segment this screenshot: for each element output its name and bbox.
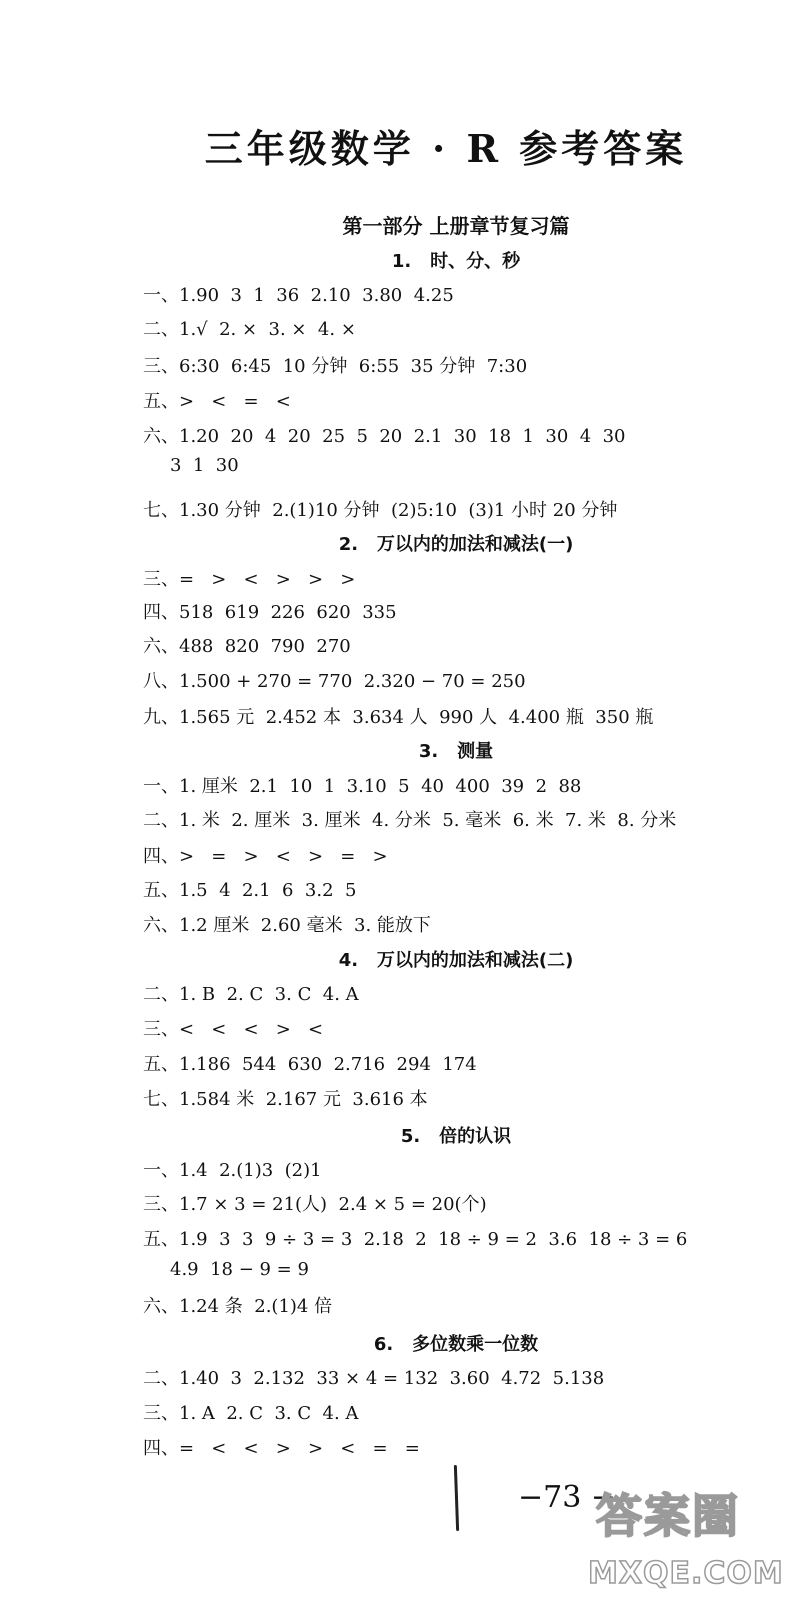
answer-line: 四、518 619 226 620 335 <box>143 602 397 623</box>
answer-line: 五、> < = < <box>143 391 291 412</box>
watermark <box>588 1478 802 1598</box>
answer-line: 六、1.20 20 4 20 25 5 20 2.1 30 18 1 30 4 30 <box>143 426 626 447</box>
answer-line: 二、1.√ 2. × 3. × 4. × <box>143 319 356 340</box>
answer-line: 二、1. B 2. C 3. C 4. A <box>143 984 359 1005</box>
section-heading: 3. 测量 <box>418 741 494 762</box>
watermark-logo-text: 答案圈 <box>596 1489 740 1543</box>
watermark-url: MXQE.COM <box>588 1556 784 1591</box>
answer-line-continuation: 4.9 18 − 9 = 9 <box>170 1259 309 1280</box>
answer-line: 七、1.584 米 2.167 元 3.616 本 <box>143 1089 428 1110</box>
answer-line: 三、1. A 2. C 3. C 4. A <box>143 1403 359 1424</box>
answer-line: 一、1. 厘米 2.1 10 1 3.10 5 40 400 39 2 88 <box>143 776 582 797</box>
part-title: 第一部分 上册章节复习篇 <box>342 214 570 238</box>
answer-line: 五、1.9 3 3 9 ÷ 3 = 3 2.18 2 18 ÷ 9 = 2 3.6 18 ÷ 3 = 6 <box>143 1229 688 1250</box>
answer-line: 一、1.90 3 1 36 2.10 3.80 4.25 <box>143 285 454 306</box>
section-heading: 4. 万以内的加法和减法(二) <box>338 950 574 971</box>
page-number: −73 − <box>518 1480 616 1515</box>
section-heading: 6. 多位数乘一位数 <box>373 1334 539 1355</box>
answer-line: 九、1.565 元 2.452 本 3.634 人 990 人 4.400 瓶 350 瓶 <box>143 707 654 728</box>
answer-line: 六、1.2 厘米 2.60 毫米 3. 能放下 <box>143 915 431 936</box>
answer-line: 三、6:30 6:45 10 分钟 6:55 35 分钟 7:30 <box>143 356 528 377</box>
answer-line: 一、1.4 2.(1)3 (2)1 <box>143 1160 322 1181</box>
section-heading: 5. 倍的认识 <box>400 1126 512 1147</box>
answer-line: 二、1.40 3 2.132 33 × 4 = 132 3.60 4.72 5.138 <box>143 1368 605 1389</box>
section-heading: 1. 时、分、秒 <box>391 251 521 272</box>
section-heading: 2. 万以内的加法和减法(一) <box>338 534 574 555</box>
answer-line: 三、= > < > > > <box>143 569 356 590</box>
answer-line: 八、1.500 + 270 = 770 2.320 − 70 = 250 <box>143 671 526 692</box>
answer-line: 三、1.7 × 3 = 21(人) 2.4 × 5 = 20(个) <box>143 1194 487 1215</box>
answer-line: 四、= < < > > < = = <box>143 1438 420 1459</box>
answer-line: 六、488 820 790 270 <box>143 636 351 657</box>
answer-line: 二、1. 米 2. 厘米 3. 厘米 4. 分米 5. 毫米 6. 米 7. 米 8. 分米 <box>143 810 677 831</box>
answer-line: 五、1.186 544 630 2.716 294 174 <box>143 1054 477 1075</box>
answer-line: 七、1.30 分钟 2.(1)10 分钟 (2)5:10 (3)1 小时 20 分钟 <box>143 500 618 521</box>
answer-line-continuation: 3 1 30 <box>170 455 239 476</box>
answer-line: 六、1.24 条 2.(1)4 倍 <box>143 1296 333 1317</box>
answer-line: 四、> = > < > = > <box>143 846 388 867</box>
answer-line: 三、< < < > < <box>143 1019 324 1040</box>
margin-pen-mark <box>454 1465 459 1531</box>
answer-line: 五、1.5 4 2.1 6 3.2 5 <box>143 880 357 901</box>
page-title: 三年级数学 · R 参考答案 <box>204 126 688 171</box>
